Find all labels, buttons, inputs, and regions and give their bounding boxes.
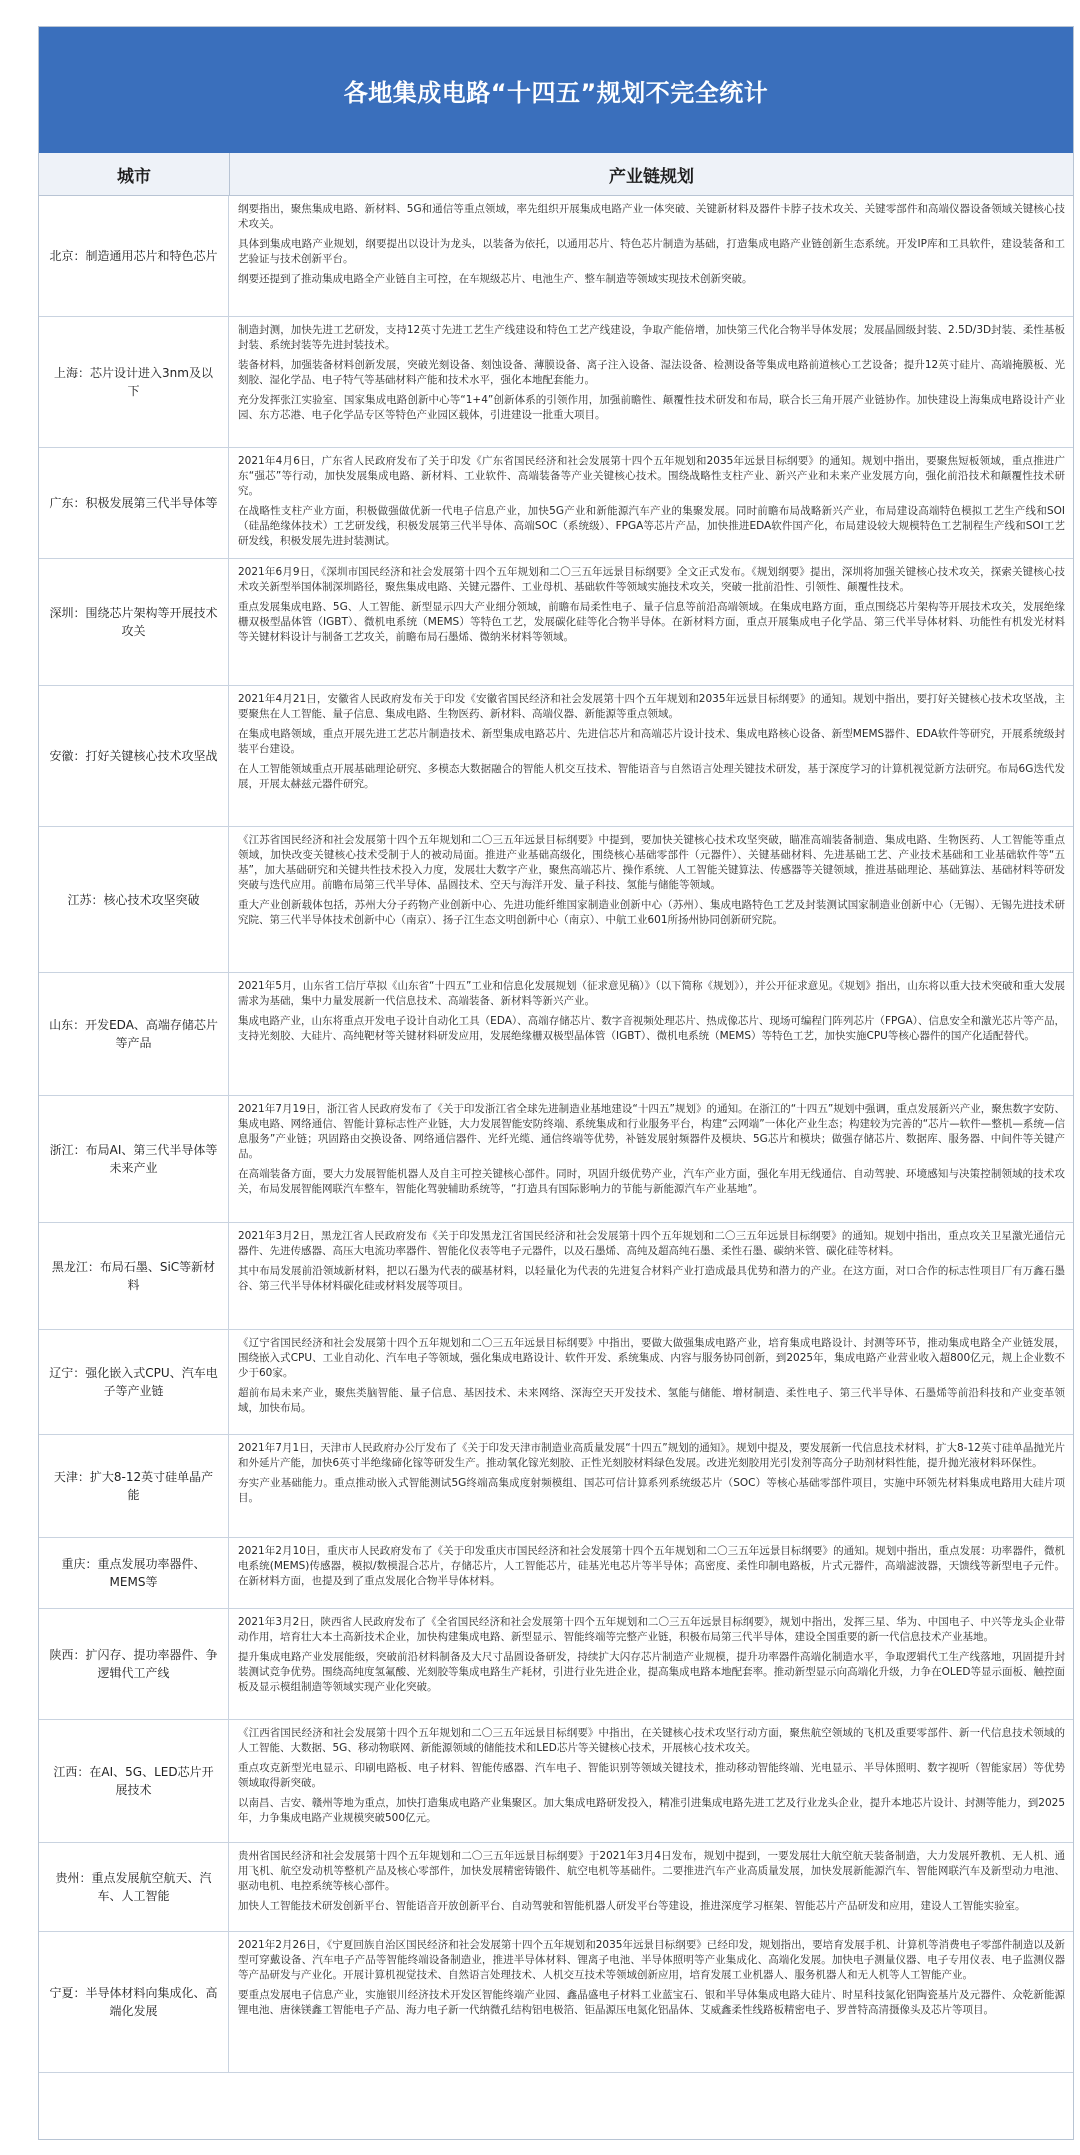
plan-paragraph: 装备材料，加强装备材料创新发展，突破光刻设备、刻蚀设备、薄膜设备、离子注入设备、湿法设备、检测设备等集成电路前道核心工艺设备；提升12英寸硅片、高端掩膜板、光刻胶、湿化学品、电子特气等基础材料产能和技术水平，强化本地配套能力。	[238, 359, 1065, 386]
plan-paragraph: 2021年2月26日，《宁夏回族自治区国民经济和社会发展第十四个五年规划和2035年远景目标纲要》已经印发，规划指出，要培育发展手机、计算机等消费电子零部件制造以及新型可穿戴设备、汽车电子产品等智能终端设备制造业，推进半导体材料、锂离子电池、半导体照明等产业集成化、高端化发展。加快电子测量仪器、电子专用仪表、电子监测仪器等产品研发与产业化。开展计算机视觉技术、自然语言处理技术、人机交互技术等领域创新应用，培育发展工业机器人、服务机器人和无人机等人工智能产业。	[238, 1939, 1065, 1981]
plan-paragraph: 纲要还提到了推动集成电路全产业链自主可控，在车规级芯片、电池生产、整车制造等领域实现技术创新突破。	[238, 273, 753, 285]
row-plan	[229, 1609, 1073, 1719]
row-city: 辽宁：强化嵌入式CPU、汽车电子等产业链	[39, 1330, 229, 1434]
plan-paragraph: 重点发展集成电路、5G、人工智能、新型显示四大产业细分领域，前瞻布局柔性电子、量子信息等前沿高端领域。在集成电路方面，重点围绕芯片架构等开展技术攻关，发展绝缘栅双极型晶体管（IGBT）、微机电系统（MEMS）等特色工艺，发展碳化硅等化合物半导体。在新材料方面，重点开展集成电子化学品、第三代半导体材料、功能性有机发光材料等关键材料设计与制备工艺攻关，前瞻布局石墨烯、微纳米材料等领域。	[238, 601, 1065, 643]
plan-paragraph: 要重点发展电子信息产业，实施银川经济技术开发区智能终端产业园、鑫晶盛电子材料工业蓝宝石、银和半导体集成电路大硅片、时星科技氮化铝陶瓷基片及元器件、众乾新能源锂电池、唐徕镁鑫工智能电子产品、海力电子新一代纳微孔结构铝电极箔、钜晶源压电氮化铝晶体、艾威鑫柔性线路板精密电子、罗普特高清摄像头及芯片等项目。	[238, 1989, 1065, 2016]
plan-paragraph: 2021年3月2日，黑龙江省人民政府发布《关于印发黑龙江省国民经济和社会发展第十四个五年规划和二〇三五年远景目标纲要》的通知。规划中指出，重点攻关卫星激光通信元器件、先进传感器、高压大电流功率器件、智能化仪表等电子元器件，以及石墨烯、高纯及超高纯石墨、柔性石墨、碳纳米管、碳化硅等材料。	[238, 1230, 1065, 1257]
table-row	[39, 196, 1073, 317]
table-row	[39, 559, 1073, 686]
plan-paragraph: 《江苏省国民经济和社会发展第十四个五年规划和二〇三五年远景目标纲要》中提到，要加快关键核心技术攻坚突破，瞄准高端装备制造、集成电路、生物医药、人工智能等重点领域，加快改变关键核心技术受制于人的被动局面。推进产业基础高级化，围绕核心基础零部件（元器件）、关键基础材料、先进基础工艺、产业技术基础和工业基础软件等“五基”，加大基础研究和关键共性技术投入力度，发展壮大数字产业，聚焦高端芯片、操作系统、人工智能关键算法、传感器等关键领域，推进基础理论、基础算法、基础材料等研发突破与迭代应用。前瞻布局第三代半导体、晶圆技术、空天与海洋开发、量子科技、氢能与储能等领域。	[238, 834, 1065, 891]
report-sheet	[38, 26, 1074, 2140]
table-row	[39, 973, 1073, 1096]
row-city: 天津：扩大8-12英寸硅单晶产能	[39, 1435, 229, 1537]
row-city: 广东：积极发展第三代半导体等	[39, 448, 229, 558]
plan-paragraph: 2021年7月19日，浙江省人民政府发布了《关于印发浙江省全球先进制造业基地建设“十四五”规划》的通知。在浙江的“十四五”规划中强调，重点发展新兴产业，聚焦数字安防、集成电路、网络通信、智能计算标志性产业链，大力发展智能安防终端、系统集成和行业服务平台，构建“云网端”一体化产业生态；构建较为完善的“芯片—软件—整机—系统—信息服务”产业链；巩固路由交换设备、网络通信器件、光纤光缆、通信终端等优势，补链发展射频器件及模块、5G芯片和模块；做强存储芯片、数据库、服务器、中间件等关键产品。	[238, 1103, 1065, 1160]
header-city: 城市	[39, 153, 230, 195]
plan-paragraph: 2021年7月1日，天津市人民政府办公厅发布了《关于印发天津市制造业高质量发展“十四五”规划的通知》。规划中提及，要发展新一代信息技术材料，扩大8-12英寸硅单晶抛光片和外延片产能，加快6英寸半绝缘碲化镓等研发生产。推动氧化镓光刻胶、正性光刻胶材料绿色发展。改进光刻胶用光引发剂等高分子助剂材料性能，提升抛光液材料环保性。	[238, 1442, 1065, 1469]
row-plan	[229, 1223, 1073, 1329]
plan-paragraph: 充分发挥张江实验室、国家集成电路创新中心等“1+4”创新体系的引领作用，加强前瞻性、颠覆性技术研发和布局，联合长三角开展产业链协作。加快建设上海集成电路设计产业园、东方芯港、电子化学品专区等特色产业园区载体，引进建设一批重大项目。	[238, 394, 1065, 421]
row-city: 贵州：重点发展航空航天、汽车、人工智能	[39, 1843, 229, 1931]
plan-paragraph: 贵州省国民经济和社会发展第十四个五年规划和二〇三五年远景目标纲要》于2021年3月4日发布，规划中提到，一要发展壮大航空航天装备制造，大力发展歼教机、无人机、通用飞机、航空发动机等整机产品及核心零部件，加快发展精密铸锻件、航空电机等基础件。二要推进汽车产业高质量发展，加快发展新能源汽车、智能网联汽车及新型动力电池、驱动电机、电控系统等核心部件。	[238, 1850, 1065, 1892]
plan-paragraph: 在战略性支柱产业方面，积极做强做优新一代电子信息产业，加快5G产业和新能源汽车产业的集聚发展。同时前瞻布局战略新兴产业，布局建设高端特色模拟工艺生产线和SOI（硅晶绝缘体技术）工艺研发线，积极发展第三代半导体、高端SOC（系统级）、FPGA等芯片产品，加快推进EDA软件国产化，布局建设较大规模特色工艺制程生产线和SOI工艺研发线，积极发展先进封装测试。	[238, 505, 1065, 547]
row-plan	[229, 827, 1073, 972]
row-city: 北京：制造通用芯片和特色芯片	[39, 196, 229, 316]
plan-paragraph: 纲要指出，聚焦集成电路、新材料、5G和通信等重点领域，率先组织开展集成电路产业一体突破、关键新材料及器件卡脖子技术攻关、关键零部件和高端仪器设备领域关键核心技术攻关。	[238, 203, 1065, 230]
row-city: 黑龙江：布局石墨、SiC等新材料	[39, 1223, 229, 1329]
plan-paragraph: 2021年3月2日，陕西省人民政府发布了《全省国民经济和社会发展第十四个五年规划和二〇三五年远景目标纲要》，规划中指出，发挥三星、华为、中国电子、中兴等龙头企业带动作用，培育壮大本土高新技术企业，加快构建集成电路、新型显示、智能终端等完整产业链，积极布局第三代半导体，建设全国重要的新一代信息技术产业基地。	[238, 1616, 1065, 1643]
row-plan	[229, 559, 1073, 685]
table-row	[39, 1609, 1073, 1720]
row-plan	[229, 1720, 1073, 1842]
plan-paragraph: 《江西省国民经济和社会发展第十四个五年规划和二〇三五年远景目标纲要》中指出，在关键核心技术攻坚行动方面，聚焦航空领域的飞机及重要零部件、新一代信息技术领域的人工智能、大数据、5G、移动物联网、新能源领域的储能技术和LED芯片等关键核心技术，开展核心技术攻关。	[238, 1727, 1065, 1754]
table-row	[39, 1538, 1073, 1609]
plan-paragraph: 在集成电路领域，重点开展先进工艺芯片制造技术、新型集成电路芯片、先进信芯片和高端芯片设计技术、集成电路核心设备、新型MEMS器件、EDA软件等研究，开展系统级封装平台建设。	[238, 728, 1065, 755]
plan-paragraph: 2021年2月10日，重庆市人民政府发布了《关于印发重庆市国民经济和社会发展第十四个五年规划和二〇三五年远景目标纲要》的通知。规划中指出，重点发展：功率器件，微机电系统(MEMS)传感器，模拟/数模混合芯片，存储芯片，人工智能芯片，硅基光电芯片等半导体；高密度、柔性印制电路板，片式元器件，高端滤波器，天馈线等新型电子元件。在新材料方面，也提及到了重点发展化合物半导体材料。	[238, 1545, 1065, 1587]
row-city: 陕西：扩闪存、提功率器件、争逻辑代工产线	[39, 1609, 229, 1719]
row-plan	[229, 1932, 1073, 2072]
row-plan	[229, 448, 1073, 558]
plan-paragraph: 2021年4月6日，广东省人民政府发布了关于印发《广东省国民经济和社会发展第十四个五年规划和2035年远景目标纲要》的通知。规划中指出，要聚焦短板领域，重点推进广东“强芯”等行动，加快发展集成电路、新材料、工业软件、高端装备等产业关键核心技术。围绕战略性支柱产业、新兴产业和未来产业发展方向，强化前沿技术和颠覆性技术研究。	[238, 455, 1065, 497]
page-title: 各地集成电路“十四五”规划不完全统计	[343, 78, 769, 107]
table-row	[39, 1223, 1073, 1330]
row-city: 浙江：布局AI、第三代半导体等未来产业	[39, 1096, 229, 1222]
plan-paragraph: 其中布局发展前沿领域新材料，把以石墨为代表的碳基材料，以轻量化为代表的先进复合材料产业打造成最具优势和潜力的产业。在这方面，对口合作的标志性项目厂有万鑫石墨谷、第三代半导体材料碳化硅或材料发展等项目。	[238, 1265, 1065, 1292]
plan-paragraph: 2021年4月21日，安徽省人民政府发布关于印发《安徽省国民经济和社会发展第十四个五年规划和2035年远景目标纲要》的通知。规划中指出，要打好关键核心技术攻坚战，主要聚焦在人工智能、量子信息、集成电路、生物医药、新材料、高端仪器、新能源等重点领域。	[238, 693, 1065, 720]
plan-paragraph: 集成电路产业，山东将重点开发电子设计自动化工具（EDA）、高端存储芯片、数字音视频处理芯片、热成像芯片、现场可编程门阵列芯片（FPGA）、信息安全和激光芯片等产品，支持光刻胶、大硅片、高纯靶材等关键材料研发应用，发展绝缘栅双极型晶体管（IGBT）、微机电系统（MEMS）等特色工艺，加快实施CPU等核心器件的国产化适配替代。	[238, 1015, 1065, 1042]
table-row	[39, 1330, 1073, 1435]
table-row	[39, 686, 1073, 827]
row-plan	[229, 1096, 1073, 1222]
row-city: 深圳：围绕芯片架构等开展技术攻关	[39, 559, 229, 685]
table-row	[39, 1843, 1073, 1932]
plan-paragraph: 具体到集成电路产业规划，纲要提出以设计为龙头，以装备为依托，以通用芯片、特色芯片制造为基础，打造集成电路产业链创新生态系统。开发IP库和工具软件，建设装备和工艺验证与技术创新平台。	[238, 238, 1065, 265]
table-row	[39, 317, 1073, 448]
table-header	[39, 153, 1073, 196]
row-city: 安徽：打好关键核心技术攻坚战	[39, 686, 229, 826]
table-row	[39, 1932, 1073, 2073]
plan-paragraph: 重大产业创新载体包括，苏州大分子药物产业创新中心、先进功能纤维国家制造业创新中心（苏州）、集成电路特色工艺及封装测试国家制造业创新中心（无锡）、无锡先进技术研究院、第三代半导体技术创新中心（南京）、扬子江生态文明创新中心（南京）、中航工业601所扬州协同创新研究院。	[238, 899, 1065, 926]
table-row	[39, 448, 1073, 559]
row-city: 重庆：重点发展功率器件、MEMS等	[39, 1538, 229, 1608]
table-row	[39, 1435, 1073, 1538]
row-city: 山东：开发EDA、高端存储芯片等产品	[39, 973, 229, 1095]
row-city: 江苏：核心技术攻坚突破	[39, 827, 229, 972]
row-plan	[229, 196, 1073, 316]
plan-paragraph: 提升集成电路产业发展能级，突破前沿材料制备及大尺寸晶圆设备研发，持续扩大闪存芯片制造产业规模，提升功率器件高端化制造水平，争取逻辑代工生产线落地，巩固提升封装测试竞争优势。围绕高纯度氢氟酸、光刻胶等集成电路生产耗材，引进行业先进企业，提高集成电路本地配套率。推动新型显示向高端化升级，力争在OLED等显示面板、触控面板及显示模组制造等领域实现产业化突破。	[238, 1651, 1065, 1693]
table-body	[39, 196, 1073, 2073]
table-row	[39, 1720, 1073, 1843]
row-plan	[229, 686, 1073, 826]
plan-paragraph: 超前布局未来产业，聚焦类脑智能、量子信息、基因技术、未来网络、深海空天开发技术、氢能与储能、增材制造、柔性电子、第三代半导体、石墨烯等前沿科技和产业变革领域，加快布局。	[238, 1387, 1065, 1414]
row-city: 上海：芯片设计进入3nm及以下	[39, 317, 229, 447]
row-plan	[229, 1843, 1073, 1931]
plan-paragraph: 加快人工智能技术研发创新平台、智能语音开放创新平台、自动驾驶和智能机器人研发平台等建设，推进深度学习框架、智能芯片产品研发和应用，建设人工智能实验室。	[238, 1900, 1026, 1912]
plan-paragraph: 在人工智能领域重点开展基础理论研究、多模态大数据融合的智能人机交互技术、智能语音与自然语言处理关键技术研发，基于深度学习的计算机视觉新方法研究。布局6G迭代发展，开展太赫兹元器件研究。	[238, 763, 1065, 790]
plan-paragraph: 《辽宁省国民经济和社会发展第十四个五年规划和二〇三五年远景目标纲要》中指出，要做大做强集成电路产业，培育集成电路设计、封测等环节，推动集成电路全产业链发展，围绕嵌入式CPU、工业自动化、汽车电子等领域，强化集成电路设计、软件开发、系统集成、内容与服务协同创新，到2025年，集成电路产业营业收入超800亿元，规上企业数不少于60家。	[238, 1337, 1065, 1379]
row-city: 江西：在AI、5G、LED芯片开展技术	[39, 1720, 229, 1842]
table-row	[39, 1096, 1073, 1223]
plan-paragraph: 在高端装备方面，要大力发展智能机器人及自主可控关键核心部件。同时，巩固升级优势产业，汽车产业方面，强化车用无线通信、自动驾驶、环境感知与决策控制领域的技术攻关，布局发展智能网联汽车整车，智能化驾驶辅助系统等，“打造具有国际影响力的节能与新能源汽车产业基地”。	[238, 1168, 1065, 1195]
plan-paragraph: 以南昌、吉安、赣州等地为重点，加快打造集成电路产业集聚区。加大集成电路研发投入，精准引进集成电路先进工艺及行业龙头企业，提升本地芯片设计、封测等能力，到2025年，力争集成电路产业规模突破500亿元。	[238, 1797, 1065, 1824]
plan-paragraph: 重点攻克新型光电显示、印刷电路板、电子材料、智能传感器、汽车电子、智能识别等领域关键技术，推动移动智能终端、光电显示、半导体照明、数字视听（智能家居）等优势领域取得新突破。	[238, 1762, 1065, 1789]
title-bar	[39, 27, 1073, 153]
plan-paragraph: 夯实产业基础能力。重点推动嵌入式智能测试5G终端高集成度射频模组、国芯可信计算系列系统级芯片（SOC）等核心基础零部件项目，实施中环领先材料集成电路用大硅片项目。	[238, 1477, 1065, 1504]
plan-paragraph: 制造封测，加快先进工艺研发，支持12英寸先进工艺生产线建设和特色工艺产线建设，争取产能倍增，加快第三代化合物半导体发展；发展晶圆级封装、2.5D/3D封装、柔性基板封装、系统封装等先进封装技术。	[238, 324, 1065, 351]
row-plan	[229, 317, 1073, 447]
row-plan	[229, 1330, 1073, 1434]
row-plan	[229, 973, 1073, 1095]
row-plan	[229, 1435, 1073, 1537]
header-plan: 产业链规划	[609, 166, 694, 187]
table-row	[39, 827, 1073, 973]
plan-paragraph: 2021年5月，山东省工信厅草拟《山东省“十四五”工业和信息化发展规划（征求意见稿）》（以下简称《规划》），并公开征求意见。《规划》指出，山东将以重大技术突破和重大发展需求为基础，集中力量发展新一代信息技术、高端装备、新材料等新兴产业。	[238, 980, 1065, 1007]
row-city: 宁夏：半导体材料向集成化、高端化发展	[39, 1932, 229, 2072]
row-plan	[229, 1538, 1073, 1608]
plan-paragraph: 2021年6月9日，《深圳市国民经济和社会发展第十四个五年规划和二〇三五年远景目标纲要》全文正式发布。《规划纲要》提出，深圳将加强关键核心技术攻关，探索关键核心技术攻关新型举国体制深圳路径，聚焦集成电路、关键元器件、工业母机、基础软件等领域实施技术攻关，突破一批前沿性、引领性、颠覆性技术。	[238, 566, 1065, 593]
